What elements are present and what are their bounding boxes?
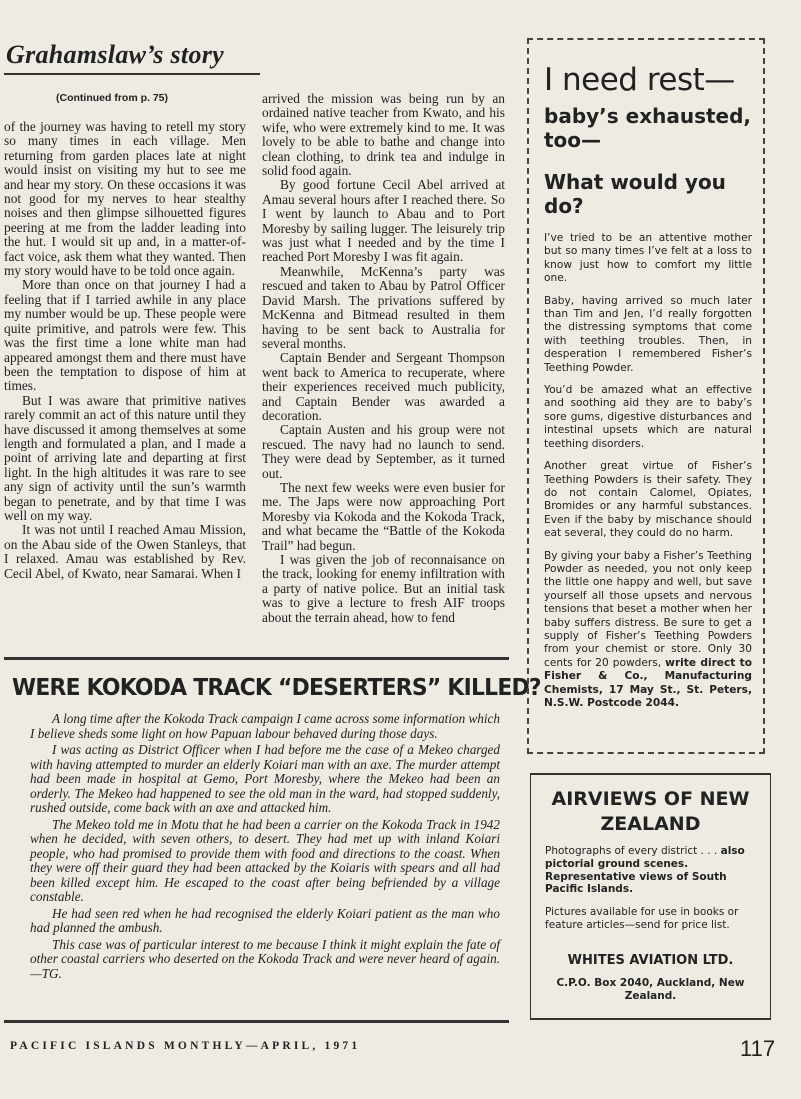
ad-question: What would you do? [544, 170, 726, 218]
ad-text: Photographs of every district . . . [545, 845, 718, 857]
kokoda-paragraph: He had seen red when he had recognised the elderly Koiari patient as the man who had planned the ambush. [30, 905, 500, 935]
ad-order-address: write direct to Fisher & Co., Manufacturing Chemists, 17 May St., St. Peters, N.S.W. Postcode 2044. [544, 656, 753, 709]
title-rule [4, 73, 260, 75]
section-divider [4, 657, 509, 660]
ad-text-bold: also pictorial ground scenes. Representative views of South Pacific Islands. [545, 845, 745, 896]
kokoda-article [30, 712, 500, 983]
ad-paragraph [545, 845, 757, 896]
story-paragraph: Captain Austen and his group were not rescued. The navy had no launch to send. They were dead by September, as it turned out. [262, 422, 505, 481]
ad-paragraph: You’d be amazed what an effective and soothing aid they are to baby’s sore gums, digestive disturbances and intestinal upsets which are natural teething disorders. [544, 384, 752, 450]
story-paragraph: The next few weeks were even busier for me. The Japs were now approaching Port Moresby via Kokoda and the Kokoda Track, and what became the “Battle of the Kokoda Trail” had begun. [262, 479, 505, 553]
publication-footer: PACIFIC ISLANDS MONTHLY—APRIL, 1971 [10, 1040, 361, 1052]
kokoda-paragraph: The Mekeo told me in Motu that he had been a carrier on the Kokoda Track in 1942 when he decided, with seven others, to desert. They had met up with inland Koiari people, who had promised to provide them with food and directions to the coast. When they were off their guard they had been attacked by the Koiaris with spears and all had been killed except him. He escaped to the coast after being befriended by a village constable. [30, 816, 500, 904]
story-paragraph: It was not until I reached Amau Mission, on the Abau side of the Owen Stanleys, that I relaxed. Amau was established by Rev. Cecil Abel, of Kwato, near Samarai. When I [4, 522, 246, 581]
kokoda-headline: WERE KOKODA TRACK “DESERTERS” KILLED? [12, 673, 541, 701]
story-paragraph: By good fortune Cecil Abel arrived at Amau several hours after I reached there. So I went by launch to Abau and to Port Moresby by sailing lugger. The leisurely trip was just what I needed and by the time I reached Port Moresby I was fit again. [262, 177, 505, 265]
story-paragraph: More than once on that journey I had a feeling that if I tarried awhile in any place my number would be up. These people were quite primitive, and patrols were few. This was the first time a lone white man had appeared amongst them and there must have been the temptation to dispose of him at times. [4, 277, 246, 394]
page-number: 117 [740, 1036, 776, 1061]
ad-company: WHITES AVIATION LTD. [567, 953, 734, 968]
ad-paragraph: Baby, having arrived so much later than Tim and Jen, I’d really forgotten the distressing symptoms that come with teething troubles. Then, in desperation I remembered Fisher’s Teething Powder. [544, 294, 752, 374]
ad-headline: I need rest— [544, 62, 735, 98]
ad-paragraph: Pictures available for use in books or feature articles—send for price list. [545, 906, 739, 931]
ad-paragraph [544, 550, 752, 711]
ad-title: AIRVIEWS OF NEW ZEALAND [551, 788, 750, 835]
ad-subheadline: baby’s exhausted, too— [544, 104, 752, 152]
story-paragraph: I was given the job of reconnaisance on the track, looking for enemy infiltration with a party of native police. But an initial task was to give a lecture to fresh AIF troops about the terrain ahead, how to fend [262, 552, 505, 625]
story-paragraph: Meanwhile, McKenna’s party was rescued and taken to Abau by Patrol Officer David Marsh. The privations suffered by McKenna and Bitmead resulted in them having to be sent back to Australia for several months. [262, 263, 505, 351]
kokoda-paragraph: This case was of particular interest to me because I think it might explain the fate of other coastal carriers who deserted on the Kokoda Track and were never heard of again.—TG. [30, 936, 500, 981]
ad-paragraph: Another great virtue of Fisher’s Teething Powders is their safety. They do not contain Calomel, Opiates, Bromides or any harmful substances. Even if the baby by mischance should eat several, they could do no harm. [544, 460, 752, 540]
story-paragraph: of the journey was having to retell my story so many times in each village. Men returning from garden places late at night would insist on visiting my hut to see me and hear my story. On these occasions it was not good for my nerves to hear stealthy noises and then glimpse silhouetted figures peering at me from the ladder leading into the hut. I would sit up and, in a matter-of-fact voice, ask them what they wanted. Then my story would have to be told once again. [4, 119, 246, 279]
story-column-1 [4, 120, 246, 581]
ad-paragraph: I’ve tried to be an attentive mother but so many times I’ve felt at a loss to know just how to comfort my little one. [544, 232, 752, 285]
story-paragraph: arrived the mission was being run by an ordained native teacher from Kwato, and his wife, who were extremely kind to me. It was lovely to be able to bathe and change into clean clothing, to drink tea and indulge in solid food again. [262, 91, 505, 179]
story-title: Grahamslaw’s story [6, 40, 225, 69]
ad-address: C.P.O. Box 2040, Auckland, New Zealand. [556, 977, 745, 1002]
story-paragraph: Captain Bender and Sergeant Thompson went back to America to recuperate, where their experiences received much publicity, and Captain Bender was awarded a decoration. [262, 350, 505, 423]
story-column-2 [262, 92, 505, 625]
kokoda-paragraph: A long time after the Kokoda Track campaign I came across some information which I believe sheds some light on how Papuan labour behaved during those days. [30, 711, 500, 741]
kokoda-paragraph: I was acting as District Officer when I had before me the case of a Mekeo charged with having attempted to murder an elderly Koiari man with an axe. The murder attempt had been made in hospital at Gemo, Port Moresby, where the Mekeo had been an orderly. The Mekeo had happened to see the old man in the ward, had stopped suddenly, rushed outside, come back with an axe and attacked him. [30, 742, 500, 815]
continued-note: (Continued from p. 75) [56, 92, 168, 104]
story-paragraph: But I was aware that primitive natives rarely commit an act of this nature until they have discussed it among themselves at some length and formulated a plan, and I made a point of arriving late and departing at first light. In the high altitudes it was rare to see any sign of activity until the sun’s warmth began to penetrate, and by that time I was well on my way. [4, 392, 246, 523]
airviews-ad [530, 773, 771, 1020]
fishers-teething-powder-ad [527, 38, 765, 754]
footer-divider [4, 1020, 509, 1023]
ad-text: By giving your baby a Fisher’s Teething Powder as needed, you not only keep the little one happy and well, but save yourself all those upsets and nervous tensions that beset a mother when her baby suffers distress. Be sure to get a supply of Fisher’s Teething Powders from your chemist or store. Only 30 cents for 20 powders, [544, 549, 752, 669]
